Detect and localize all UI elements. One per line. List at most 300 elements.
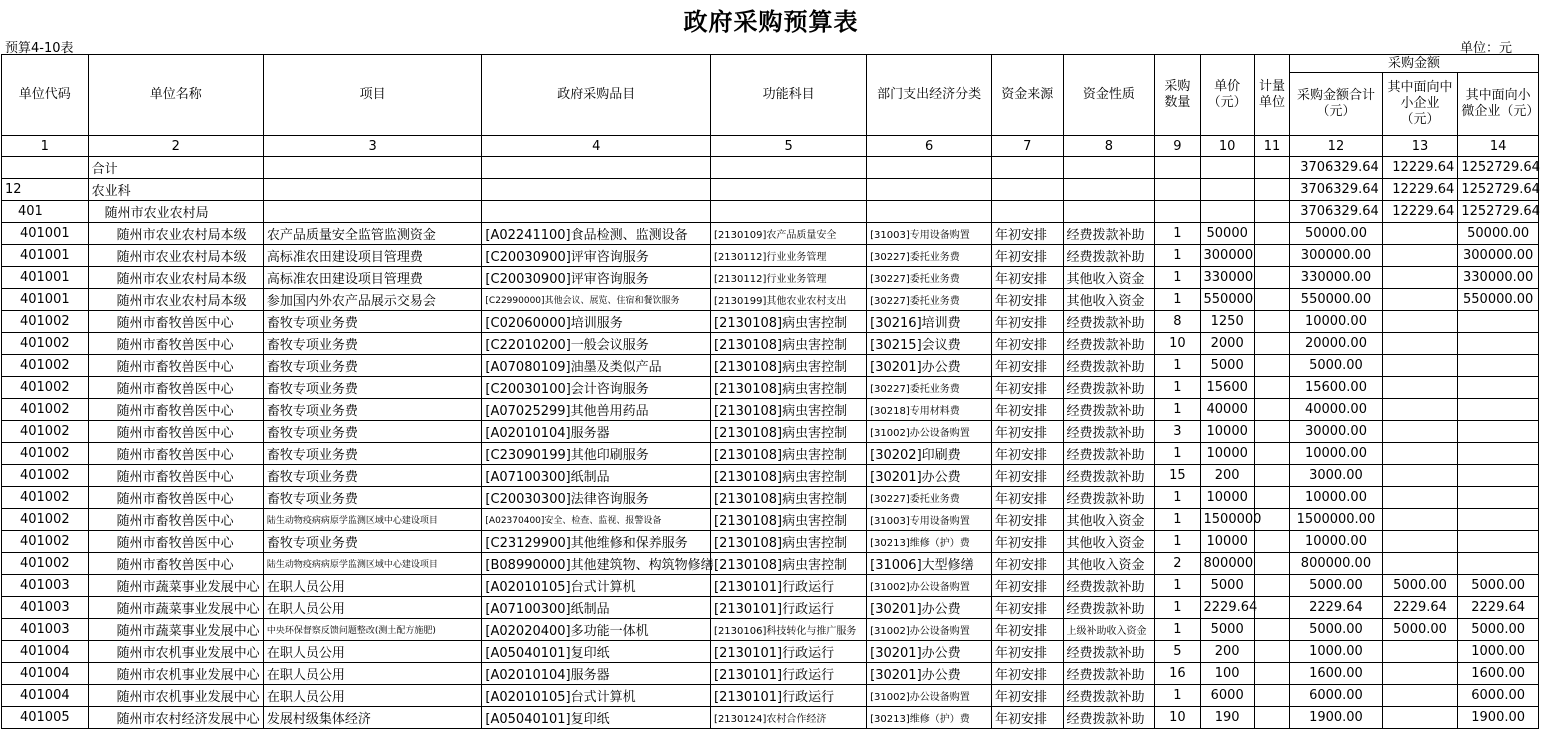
unit-code-cell: 401002 bbox=[2, 531, 89, 553]
micro-cell: 1600.00 bbox=[1458, 663, 1539, 685]
measure-cell bbox=[1254, 531, 1289, 553]
function-cell: [2130108]病虫害控制 bbox=[711, 421, 867, 443]
micro-cell bbox=[1458, 311, 1539, 333]
unit-name-cell: 随州市畜牧兽医中心 bbox=[88, 553, 263, 575]
econ-cell: [30227]委托业务费 bbox=[867, 289, 992, 311]
empty-cell bbox=[992, 157, 1064, 179]
nature-cell: 经费拨款补助 bbox=[1063, 465, 1155, 487]
measure-cell bbox=[1254, 267, 1289, 289]
item-cell: [A07100300]纸制品 bbox=[482, 465, 711, 487]
sme-cell bbox=[1382, 245, 1458, 267]
sme-cell bbox=[1382, 223, 1458, 245]
form-number: 预算4-10表 bbox=[5, 41, 74, 56]
function-cell: [2130112]行业业务管理 bbox=[711, 245, 867, 267]
item-cell: [A05040101]复印纸 bbox=[482, 641, 711, 663]
nature-cell: 经费拨款补助 bbox=[1063, 223, 1155, 245]
source-cell: 年初安排 bbox=[992, 531, 1064, 553]
unit-code-cell: 401001 bbox=[2, 245, 89, 267]
total-cell: 1000.00 bbox=[1290, 641, 1383, 663]
price-cell: 200 bbox=[1200, 641, 1254, 663]
project-cell: 陆生动物疫病病原学监测区域中心建设项目 bbox=[263, 509, 482, 531]
measure-cell bbox=[1254, 641, 1289, 663]
item-cell: [C22990000]其他会议、展览、住宿和餐饮服务 bbox=[482, 289, 711, 311]
econ-cell: [30202]印刷费 bbox=[867, 443, 992, 465]
econ-cell: [31002]办公设备购置 bbox=[867, 421, 992, 443]
page-title: 政府采购预算表 bbox=[683, 8, 859, 36]
unit-code-cell: 401002 bbox=[2, 509, 89, 531]
source-cell: 年初安排 bbox=[992, 267, 1064, 289]
column-number: 7 bbox=[992, 136, 1064, 157]
column-number: 13 bbox=[1382, 136, 1458, 157]
function-cell: [2130199]其他农业农村支出 bbox=[711, 289, 867, 311]
price-cell: 2229.64 bbox=[1200, 597, 1254, 619]
column-number: 10 bbox=[1200, 136, 1254, 157]
nature-cell: 经费拨款补助 bbox=[1063, 663, 1155, 685]
source-cell: 年初安排 bbox=[992, 685, 1064, 707]
project-cell: 在职人员公用 bbox=[263, 685, 482, 707]
empty-cell bbox=[1254, 201, 1289, 223]
function-cell: [2130106]科技转化与推广服务 bbox=[711, 619, 867, 641]
unit-code-cell: 401002 bbox=[2, 553, 89, 575]
econ-cell: [31002]办公设备购置 bbox=[867, 575, 992, 597]
function-cell: [2130108]病虫害控制 bbox=[711, 355, 867, 377]
source-cell: 年初安排 bbox=[992, 465, 1064, 487]
table-row bbox=[2, 289, 1539, 311]
item-cell: [A02010104]服务器 bbox=[482, 663, 711, 685]
micro-cell bbox=[1458, 443, 1539, 465]
header-qty: 采购数量 bbox=[1155, 55, 1200, 136]
item-cell: [C20030900]评审咨询服务 bbox=[482, 245, 711, 267]
total-cell: 3706329.64 bbox=[1290, 157, 1383, 179]
project-cell: 畜牧专项业务费 bbox=[263, 421, 482, 443]
econ-cell: [31006]大型修缮 bbox=[867, 553, 992, 575]
table-row bbox=[2, 663, 1539, 685]
nature-cell: 经费拨款补助 bbox=[1063, 707, 1155, 729]
column-number-row bbox=[2, 136, 1539, 157]
total-cell: 1900.00 bbox=[1290, 707, 1383, 729]
header-sme: 其中面向中小企业（元） bbox=[1382, 73, 1458, 136]
price-cell: 10000 bbox=[1200, 421, 1254, 443]
item-cell: [A05040101]复印纸 bbox=[482, 707, 711, 729]
table-row bbox=[2, 245, 1539, 267]
table-row bbox=[2, 509, 1539, 531]
econ-cell: [30201]办公费 bbox=[867, 663, 992, 685]
item-cell: [B08990000]其他建筑物、构筑物修缮 bbox=[482, 553, 711, 575]
item-cell: [A02010105]台式计算机 bbox=[482, 685, 711, 707]
source-cell: 年初安排 bbox=[992, 509, 1064, 531]
micro-cell bbox=[1458, 553, 1539, 575]
source-cell: 年初安排 bbox=[992, 619, 1064, 641]
item-cell: [C20030900]评审咨询服务 bbox=[482, 267, 711, 289]
project-cell: 发展村级集体经济 bbox=[263, 707, 482, 729]
sme-cell bbox=[1382, 333, 1458, 355]
table-row bbox=[2, 421, 1539, 443]
econ-cell: [30201]办公费 bbox=[867, 597, 992, 619]
total-cell: 330000.00 bbox=[1290, 267, 1383, 289]
sme-cell bbox=[1382, 531, 1458, 553]
sme-cell bbox=[1382, 443, 1458, 465]
nature-cell: 经费拨款补助 bbox=[1063, 355, 1155, 377]
price-cell: 15600 bbox=[1200, 377, 1254, 399]
sme-cell bbox=[1382, 509, 1458, 531]
empty-cell bbox=[867, 179, 992, 201]
unit-name-cell: 随州市农机事业发展中心 bbox=[88, 685, 263, 707]
empty-cell bbox=[482, 179, 711, 201]
total-cell: 40000.00 bbox=[1290, 399, 1383, 421]
qty-cell: 10 bbox=[1155, 333, 1200, 355]
sme-cell bbox=[1382, 663, 1458, 685]
total-cell: 10000.00 bbox=[1290, 487, 1383, 509]
micro-cell: 1252729.64 bbox=[1458, 157, 1539, 179]
unit-name-cell: 随州市畜牧兽医中心 bbox=[88, 399, 263, 421]
unit-name-cell: 随州市畜牧兽医中心 bbox=[88, 311, 263, 333]
price-cell: 5000 bbox=[1200, 575, 1254, 597]
project-cell: 农产品质量安全监管监测资金 bbox=[263, 223, 482, 245]
function-cell: [2130101]行政运行 bbox=[711, 685, 867, 707]
unit-name-cell: 随州市蔬菜事业发展中心 bbox=[88, 619, 263, 641]
measure-cell bbox=[1254, 597, 1289, 619]
empty-cell bbox=[711, 179, 867, 201]
sme-cell: 12229.64 bbox=[1382, 157, 1458, 179]
sme-cell: 5000.00 bbox=[1382, 575, 1458, 597]
header-price: 单价（元） bbox=[1200, 55, 1254, 136]
unit-code-cell: 401003 bbox=[2, 597, 89, 619]
sme-cell: 2229.64 bbox=[1382, 597, 1458, 619]
unit-name-cell: 随州市畜牧兽医中心 bbox=[88, 443, 263, 465]
header-amount-group: 采购金额 bbox=[1290, 55, 1539, 73]
econ-cell: [31003]专用设备购置 bbox=[867, 509, 992, 531]
column-number: 3 bbox=[263, 136, 482, 157]
total-cell: 3706329.64 bbox=[1290, 179, 1383, 201]
total-cell: 30000.00 bbox=[1290, 421, 1383, 443]
function-cell: [2130108]病虫害控制 bbox=[711, 509, 867, 531]
function-cell: [2130108]病虫害控制 bbox=[711, 531, 867, 553]
micro-cell: 330000.00 bbox=[1458, 267, 1539, 289]
empty-cell bbox=[867, 201, 992, 223]
item-cell: [C23129900]其他维修和保养服务 bbox=[482, 531, 711, 553]
price-cell: 100 bbox=[1200, 663, 1254, 685]
econ-cell: [30216]培训费 bbox=[867, 311, 992, 333]
measure-cell bbox=[1254, 707, 1289, 729]
sme-cell bbox=[1382, 685, 1458, 707]
table-row bbox=[2, 399, 1539, 421]
unit-code-cell: 401002 bbox=[2, 377, 89, 399]
unit-name-cell: 随州市农村经济发展中心 bbox=[88, 707, 263, 729]
project-cell: 在职人员公用 bbox=[263, 663, 482, 685]
total-cell: 5000.00 bbox=[1290, 355, 1383, 377]
unit-name-cell: 随州市农机事业发展中心 bbox=[88, 641, 263, 663]
micro-cell bbox=[1458, 333, 1539, 355]
measure-cell bbox=[1254, 223, 1289, 245]
qty-cell: 1 bbox=[1155, 377, 1200, 399]
function-cell: [2130108]病虫害控制 bbox=[711, 399, 867, 421]
source-cell: 年初安排 bbox=[992, 487, 1064, 509]
unit-label: 单位：元 bbox=[1460, 41, 1513, 56]
empty-cell bbox=[992, 201, 1064, 223]
header-total: 采购金额合计（元） bbox=[1290, 73, 1383, 136]
econ-cell: [30218]专用材料费 bbox=[867, 399, 992, 421]
project-cell: 陆生动物疫病病原学监测区域中心建设项目 bbox=[263, 553, 482, 575]
header-project: 项目 bbox=[263, 55, 482, 136]
sme-cell bbox=[1382, 289, 1458, 311]
micro-cell: 5000.00 bbox=[1458, 619, 1539, 641]
price-cell: 6000 bbox=[1200, 685, 1254, 707]
qty-cell: 15 bbox=[1155, 465, 1200, 487]
nature-cell: 经费拨款补助 bbox=[1063, 575, 1155, 597]
project-cell: 畜牧专项业务费 bbox=[263, 377, 482, 399]
table-row bbox=[2, 443, 1539, 465]
item-cell: [C20030100]会计咨询服务 bbox=[482, 377, 711, 399]
micro-cell: 1252729.64 bbox=[1458, 179, 1539, 201]
qty-cell: 3 bbox=[1155, 421, 1200, 443]
empty-cell bbox=[263, 157, 482, 179]
source-cell: 年初安排 bbox=[992, 355, 1064, 377]
measure-cell bbox=[1254, 663, 1289, 685]
function-cell: [2130101]行政运行 bbox=[711, 597, 867, 619]
item-cell: [A02241100]食品检测、监测设备 bbox=[482, 223, 711, 245]
nature-cell: 其他收入资金 bbox=[1063, 267, 1155, 289]
nature-cell: 其他收入资金 bbox=[1063, 509, 1155, 531]
total-cell: 300000.00 bbox=[1290, 245, 1383, 267]
column-number: 14 bbox=[1458, 136, 1539, 157]
empty-cell bbox=[1200, 179, 1254, 201]
measure-cell bbox=[1254, 575, 1289, 597]
measure-cell bbox=[1254, 333, 1289, 355]
measure-cell bbox=[1254, 355, 1289, 377]
unit-name-cell: 农业科 bbox=[88, 179, 263, 201]
measure-cell bbox=[1254, 377, 1289, 399]
empty-cell bbox=[711, 157, 867, 179]
qty-cell: 1 bbox=[1155, 223, 1200, 245]
unit-code-cell: 401 bbox=[2, 201, 89, 223]
empty-cell bbox=[1063, 201, 1155, 223]
function-cell: [2130101]行政运行 bbox=[711, 641, 867, 663]
sme-cell bbox=[1382, 553, 1458, 575]
price-cell: 10000 bbox=[1200, 443, 1254, 465]
source-cell: 年初安排 bbox=[992, 663, 1064, 685]
total-cell: 3706329.64 bbox=[1290, 201, 1383, 223]
unit-name-cell: 随州市农业农村局本级 bbox=[88, 223, 263, 245]
measure-cell bbox=[1254, 443, 1289, 465]
unit-code-cell: 401001 bbox=[2, 223, 89, 245]
micro-cell bbox=[1458, 509, 1539, 531]
qty-cell: 8 bbox=[1155, 311, 1200, 333]
item-cell: [C02060000]培训服务 bbox=[482, 311, 711, 333]
unit-name-cell: 随州市蔬菜事业发展中心 bbox=[88, 597, 263, 619]
unit-name-cell: 随州市畜牧兽医中心 bbox=[88, 465, 263, 487]
header-unit-name: 单位名称 bbox=[88, 55, 263, 136]
unit-name-cell: 随州市畜牧兽医中心 bbox=[88, 333, 263, 355]
item-cell: [A02010105]台式计算机 bbox=[482, 575, 711, 597]
column-number: 2 bbox=[88, 136, 263, 157]
project-cell: 在职人员公用 bbox=[263, 575, 482, 597]
micro-cell: 300000.00 bbox=[1458, 245, 1539, 267]
total-cell: 1500000.00 bbox=[1290, 509, 1383, 531]
unit-name-cell: 随州市农业农村局本级 bbox=[88, 245, 263, 267]
unit-code-cell: 401004 bbox=[2, 685, 89, 707]
header-measure: 计量单位 bbox=[1254, 55, 1289, 136]
qty-cell: 1 bbox=[1155, 443, 1200, 465]
sme-cell bbox=[1382, 707, 1458, 729]
qty-cell: 1 bbox=[1155, 289, 1200, 311]
column-number: 9 bbox=[1155, 136, 1200, 157]
sme-cell bbox=[1382, 267, 1458, 289]
project-cell: 畜牧专项业务费 bbox=[263, 333, 482, 355]
empty-cell bbox=[1254, 179, 1289, 201]
total-cell: 1600.00 bbox=[1290, 663, 1383, 685]
sme-cell bbox=[1382, 641, 1458, 663]
unit-code-cell: 401001 bbox=[2, 289, 89, 311]
function-cell: [2130108]病虫害控制 bbox=[711, 377, 867, 399]
econ-cell: [30201]办公费 bbox=[867, 641, 992, 663]
empty-cell bbox=[263, 201, 482, 223]
qty-cell: 1 bbox=[1155, 399, 1200, 421]
micro-cell: 5000.00 bbox=[1458, 575, 1539, 597]
function-cell: [2130108]病虫害控制 bbox=[711, 465, 867, 487]
unit-name-cell: 随州市农业农村局 bbox=[88, 201, 263, 223]
empty-cell bbox=[1254, 157, 1289, 179]
table-row bbox=[2, 355, 1539, 377]
price-cell: 5000 bbox=[1200, 619, 1254, 641]
nature-cell: 经费拨款补助 bbox=[1063, 597, 1155, 619]
total-cell: 50000.00 bbox=[1290, 223, 1383, 245]
table-row bbox=[2, 707, 1539, 729]
measure-cell bbox=[1254, 553, 1289, 575]
nature-cell: 经费拨款补助 bbox=[1063, 311, 1155, 333]
project-cell: 畜牧专项业务费 bbox=[263, 311, 482, 333]
qty-cell: 10 bbox=[1155, 707, 1200, 729]
unit-name-cell: 随州市畜牧兽医中心 bbox=[88, 487, 263, 509]
econ-cell: [30227]委托业务费 bbox=[867, 245, 992, 267]
unit-code-cell: 401002 bbox=[2, 399, 89, 421]
project-cell: 高标准农田建设项目管理费 bbox=[263, 245, 482, 267]
unit-name-cell: 随州市农业农村局本级 bbox=[88, 267, 263, 289]
qty-cell: 1 bbox=[1155, 267, 1200, 289]
micro-cell: 2229.64 bbox=[1458, 597, 1539, 619]
price-cell: 1500000 bbox=[1200, 509, 1254, 531]
function-cell: [2130124]农村合作经济 bbox=[711, 707, 867, 729]
function-cell: [2130109]农产品质量安全 bbox=[711, 223, 867, 245]
micro-cell: 1000.00 bbox=[1458, 641, 1539, 663]
nature-cell: 经费拨款补助 bbox=[1063, 399, 1155, 421]
unit-name-cell: 随州市蔬菜事业发展中心 bbox=[88, 575, 263, 597]
source-cell: 年初安排 bbox=[992, 553, 1064, 575]
price-cell: 50000 bbox=[1200, 223, 1254, 245]
project-cell: 参加国内外农产品展示交易会 bbox=[263, 289, 482, 311]
function-cell: [2130108]病虫害控制 bbox=[711, 311, 867, 333]
project-cell: 畜牧专项业务费 bbox=[263, 355, 482, 377]
source-cell: 年初安排 bbox=[992, 575, 1064, 597]
column-number: 1 bbox=[2, 136, 89, 157]
unit-name-cell: 随州市畜牧兽医中心 bbox=[88, 421, 263, 443]
empty-cell bbox=[1155, 157, 1200, 179]
micro-cell: 550000.00 bbox=[1458, 289, 1539, 311]
table-row bbox=[2, 575, 1539, 597]
unit-code-cell: 401002 bbox=[2, 487, 89, 509]
empty-cell bbox=[1200, 157, 1254, 179]
unit-name-cell: 随州市农机事业发展中心 bbox=[88, 663, 263, 685]
unit-code-cell: 401004 bbox=[2, 663, 89, 685]
unit-code-cell: 401002 bbox=[2, 421, 89, 443]
item-cell: [A02010104]服务器 bbox=[482, 421, 711, 443]
nature-cell: 经费拨款补助 bbox=[1063, 443, 1155, 465]
price-cell: 300000 bbox=[1200, 245, 1254, 267]
measure-cell bbox=[1254, 465, 1289, 487]
econ-cell: [30215]会议费 bbox=[867, 333, 992, 355]
price-cell: 200 bbox=[1200, 465, 1254, 487]
total-cell: 10000.00 bbox=[1290, 443, 1383, 465]
project-cell: 畜牧专项业务费 bbox=[263, 487, 482, 509]
source-cell: 年初安排 bbox=[992, 641, 1064, 663]
empty-cell bbox=[482, 157, 711, 179]
source-cell: 年初安排 bbox=[992, 377, 1064, 399]
measure-cell bbox=[1254, 245, 1289, 267]
econ-cell: [30227]委托业务费 bbox=[867, 377, 992, 399]
qty-cell: 1 bbox=[1155, 531, 1200, 553]
micro-cell bbox=[1458, 531, 1539, 553]
empty-cell bbox=[263, 179, 482, 201]
nature-cell: 经费拨款补助 bbox=[1063, 333, 1155, 355]
qty-cell: 5 bbox=[1155, 641, 1200, 663]
price-cell: 1250 bbox=[1200, 311, 1254, 333]
empty-cell bbox=[867, 157, 992, 179]
total-cell: 800000.00 bbox=[1290, 553, 1383, 575]
total-cell: 20000.00 bbox=[1290, 333, 1383, 355]
qty-cell: 1 bbox=[1155, 487, 1200, 509]
unit-code-cell: 401003 bbox=[2, 619, 89, 641]
empty-cell bbox=[1155, 179, 1200, 201]
table-row bbox=[2, 465, 1539, 487]
qty-cell: 1 bbox=[1155, 355, 1200, 377]
project-cell: 在职人员公用 bbox=[263, 597, 482, 619]
source-cell: 年初安排 bbox=[992, 311, 1064, 333]
price-cell: 2000 bbox=[1200, 333, 1254, 355]
column-number: 5 bbox=[711, 136, 867, 157]
nature-cell: 经费拨款补助 bbox=[1063, 377, 1155, 399]
sme-cell: 12229.64 bbox=[1382, 201, 1458, 223]
column-number: 6 bbox=[867, 136, 992, 157]
unit-code-cell: 401001 bbox=[2, 267, 89, 289]
source-cell: 年初安排 bbox=[992, 223, 1064, 245]
total-cell: 5000.00 bbox=[1290, 575, 1383, 597]
function-cell: [2130101]行政运行 bbox=[711, 575, 867, 597]
micro-cell: 50000.00 bbox=[1458, 223, 1539, 245]
measure-cell bbox=[1254, 619, 1289, 641]
price-cell: 800000 bbox=[1200, 553, 1254, 575]
nature-cell: 其他收入资金 bbox=[1063, 553, 1155, 575]
table-row bbox=[2, 267, 1539, 289]
micro-cell bbox=[1458, 355, 1539, 377]
total-cell: 10000.00 bbox=[1290, 311, 1383, 333]
sme-cell bbox=[1382, 311, 1458, 333]
micro-cell bbox=[1458, 487, 1539, 509]
econ-cell: [31002]办公设备购置 bbox=[867, 619, 992, 641]
sme-cell bbox=[1382, 355, 1458, 377]
procurement-budget-table bbox=[1, 54, 1539, 729]
total-cell: 5000.00 bbox=[1290, 619, 1383, 641]
item-cell: [C22010200]一般会议服务 bbox=[482, 333, 711, 355]
unit-name-cell: 随州市畜牧兽医中心 bbox=[88, 355, 263, 377]
unit-code-cell: 401002 bbox=[2, 311, 89, 333]
total-cell: 15600.00 bbox=[1290, 377, 1383, 399]
source-cell: 年初安排 bbox=[992, 399, 1064, 421]
micro-cell: 6000.00 bbox=[1458, 685, 1539, 707]
price-cell: 10000 bbox=[1200, 531, 1254, 553]
empty-cell bbox=[1063, 179, 1155, 201]
item-cell: [C20030300]法律咨询服务 bbox=[482, 487, 711, 509]
unit-code-cell: 401002 bbox=[2, 355, 89, 377]
header-item: 政府采购品目 bbox=[482, 55, 711, 136]
